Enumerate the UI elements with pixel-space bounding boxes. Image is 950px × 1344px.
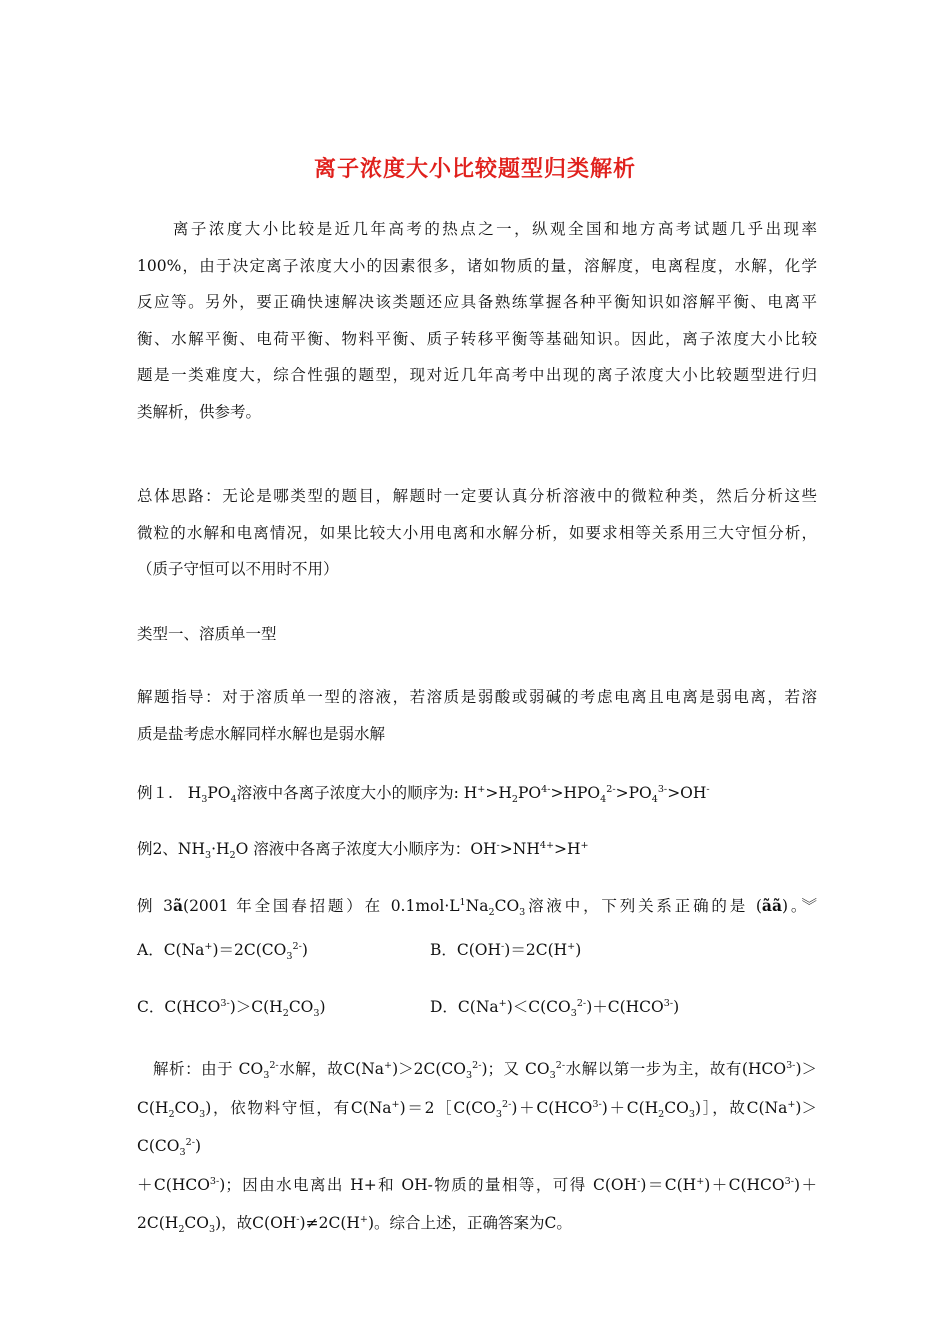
formula: $Na_2CO_3$	[465, 897, 526, 919]
example-3-stem-text: 溶液中，下列关系正确的是 (	[525, 897, 762, 915]
intro-line: 类解析，供参考。	[137, 402, 262, 421]
analysis-line: 解析：由于 $CO_3^{2-}$水解，故$C(Na^+)>2C(CO_3^{2-})$；又 $CO_3^{2-}$水解以第一步为主，故有$(HCO^{3-})>$	[137, 1059, 817, 1082]
intro-line: 反应等。另外，要正确快速解决该类题还应具备熟练掌握各种平衡知识如溶解平衡、电离平	[137, 293, 817, 311]
approach-paragraph	[137, 478, 817, 588]
approach-line: 总体思路：无论是哪类型的题目，解题时一定要认真分析溶液中的微粒种类，然后分析这些	[137, 487, 817, 505]
guide-line: 质是盐考虑水解同样水解也是弱水解	[137, 724, 386, 743]
analysis-paragraph	[137, 1050, 817, 1243]
formula: $H_3PO_4$	[187, 784, 237, 806]
example-2-label: 例2、	[137, 840, 178, 858]
option-b: B．C(OH-)＝2C(H+)	[430, 940, 582, 959]
example-1-text: 溶液中各离子浓度大小的顺序为:	[236, 784, 464, 802]
option-c: C．$C(HCO^{3-})>C(H_2CO_3)$	[137, 997, 326, 1020]
analysis-line: $2C(H_2CO_3)$，故C(OH-)≠2C(H+)。综合上述，正确答案为C。	[137, 1213, 572, 1236]
guide-paragraph	[137, 679, 817, 752]
approach-line: 微粒的水解和电离情况，如果比较大小用电离和水解分析，如要求相等关系用三大守恒分析，	[137, 523, 817, 542]
intro-line: 题是一类难度大，综合性强的题型，现对近几年高考中出现的离子浓度大小比较题型进行归	[137, 366, 817, 384]
intro-line: 衡、水解平衡、电荷平衡、物料平衡、质子转移平衡等基础知识。因此，离子浓度大小比较	[137, 329, 817, 348]
guide-line: 解题指导：对于溶质单一型的溶液，若溶质是弱酸或弱碱的考虑电离且电离是弱电离，若溶	[137, 688, 817, 706]
example-2	[137, 839, 589, 862]
garbled-glyph: ã	[172, 896, 184, 915]
page-title: 离子浓度大小比较题型归类解析	[313, 156, 636, 182]
intro-paragraph	[137, 211, 817, 430]
example-1-label: 例１.	[137, 784, 173, 802]
example-3-stem	[137, 896, 817, 919]
garbled-glyph: ãã	[761, 896, 782, 915]
garbled-glyph: ︾	[801, 897, 817, 915]
example-3-stem-text: 例 3	[137, 897, 173, 915]
section-heading-type1: 类型一、溶质单一型	[137, 625, 277, 643]
example-3-stem-text: (2001 年全国春招题）在 0.1mol·L	[183, 897, 460, 915]
example-2-text: 溶液中各离子浓度大小顺序为：	[253, 840, 471, 858]
example-3-stem-text: )。	[782, 897, 802, 915]
analysis-line: $C(H_2CO_3)$，依物料守恒，有$C(Na^+)=2[C(CO_3^{2-})+C(HCO^{3-})+C(H_2CO_3)]$，故$C(Na^+)>C(CO_3^{2-})$	[137, 1098, 817, 1159]
unit-superscript: 1	[459, 896, 466, 908]
formula: $H^+>H_2PO^{4-}>HPO_4^{2-}>PO_4^{3-}>OH^-$	[463, 783, 710, 806]
analysis-line: $+C(HCO^{3-})$；因由水电离出 H+和 OH-物质的量相等，可得 $C(OH^-)=C(H^+)+C(HCO^{3-})+$	[137, 1175, 817, 1194]
intro-line: 离子浓度大小比较是近几年高考的热点之一，纵观全国和地方高考试题几乎出现率	[137, 220, 817, 238]
formula: $NH_3\cdot H_2O$	[177, 840, 249, 862]
option-a: A．$C(Na^+)=2C(CO_3^{2-})$	[137, 940, 308, 963]
approach-line: （质子守恒可以不用时不用）	[137, 560, 339, 578]
formula: $OH^->NH^{4+}>H^+$	[470, 839, 589, 858]
option-d: D．$C(Na^+)<C(CO_3^{2-})+C(HCO^{3-})$	[430, 997, 680, 1020]
example-1	[137, 783, 710, 806]
intro-line: 100%，由于决定离子浓度大小的因素很多，诸如物质的量，溶解度，电离程度，水解，化学	[137, 256, 817, 275]
